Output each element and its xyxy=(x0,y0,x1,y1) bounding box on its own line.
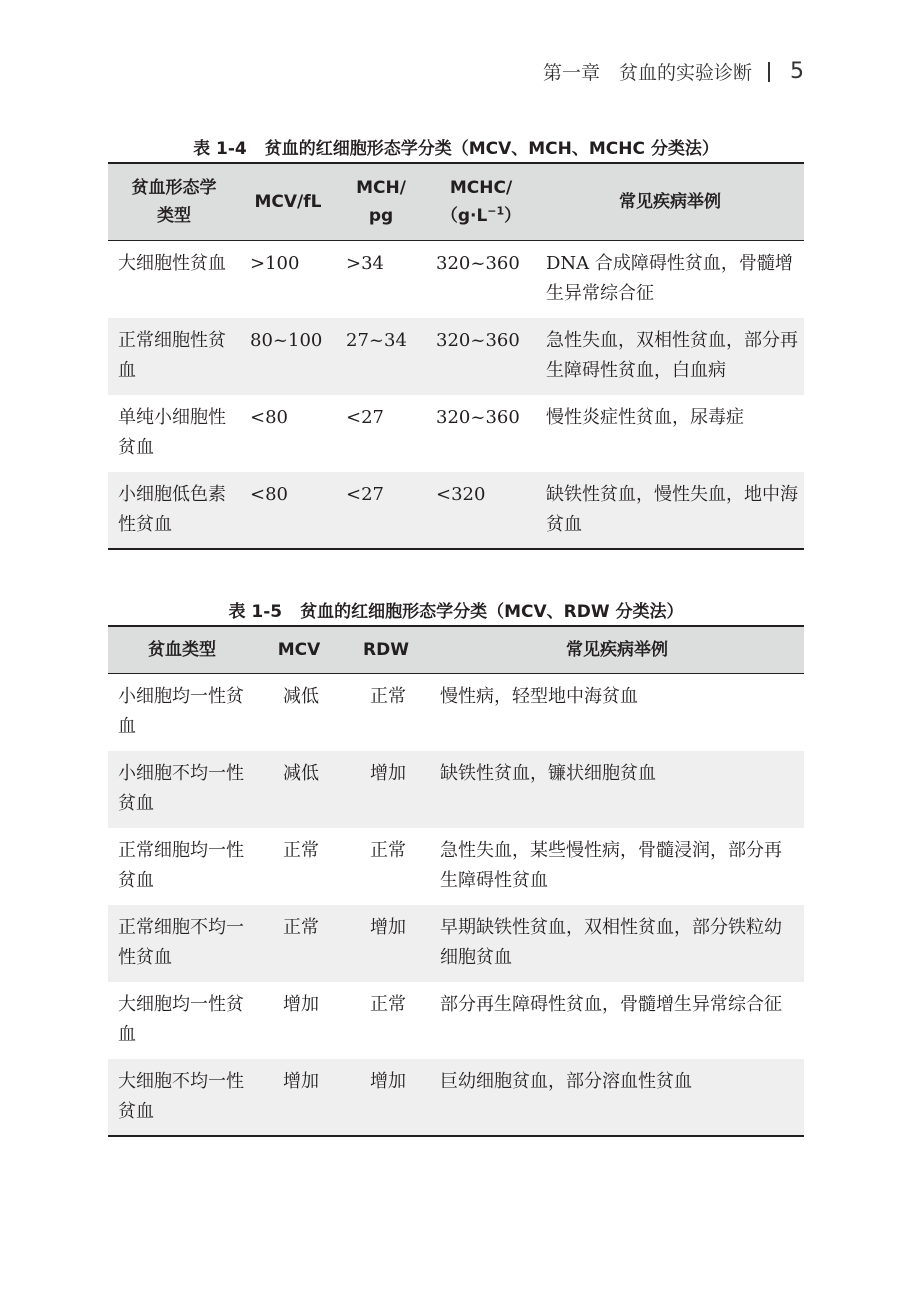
cell-mcv: 增加 xyxy=(256,1059,342,1136)
cell-type: 小细胞不均一性贫血 xyxy=(118,762,244,814)
cell-examples: 巨幼细胞贫血，部分溶血性贫血 xyxy=(430,1059,804,1136)
table-1-4-title: 贫血的红细胞形态学分类（MCV、MCH、MCHC 分类法） xyxy=(264,139,719,159)
cell-mcv: 正常 xyxy=(283,916,319,938)
table-1-4-number: 表 1-4 xyxy=(193,139,247,159)
table-1-5-title: 贫血的红细胞形态学分类（MCV、RDW 分类法） xyxy=(300,602,684,622)
cell-mch: <27 xyxy=(346,406,384,428)
cell-type: 正常细胞性贫血 xyxy=(118,329,226,381)
table-row xyxy=(108,472,804,549)
cell-rdw: 正常 xyxy=(370,839,406,861)
cell-examples: DNA 合成障碍性贫血，骨髓增生异常综合征 xyxy=(546,253,793,304)
col-header-type: 贫血类型 xyxy=(108,626,256,674)
cell-mcv: 正常 xyxy=(283,839,319,861)
cell-mcv: 增加 xyxy=(283,993,319,1015)
cell-mcv: <80 xyxy=(250,406,288,428)
col-header-examples: 常见疾病举例 xyxy=(536,163,804,241)
table-1-4-caption xyxy=(108,134,804,159)
cell-mcv: 80~100 xyxy=(250,329,323,351)
table-1-4-header-row xyxy=(108,163,804,241)
col-header-mcv: MCV/fL xyxy=(240,163,336,241)
cell-rdw: 增加 xyxy=(370,762,406,784)
cell-mchc: <320 xyxy=(426,472,536,549)
cell-type: 小细胞低色素性贫血 xyxy=(108,472,240,549)
cell-rdw: 增加 xyxy=(370,916,406,938)
cell-mchc: 320~360 xyxy=(436,253,520,274)
col-header-type: 贫血形态学 类型 xyxy=(108,163,240,241)
cell-examples: 急性失血，某些慢性病，骨髓浸润，部分再生障碍性贫血 xyxy=(440,839,782,891)
cell-type: 大细胞性贫血 xyxy=(118,253,226,274)
cell-examples: 慢性炎症性贫血，尿毒症 xyxy=(546,406,744,428)
cell-rdw: 正常 xyxy=(370,993,406,1015)
table-row xyxy=(108,751,804,828)
table-row xyxy=(108,982,804,1059)
cell-rdw: 增加 xyxy=(342,1059,430,1136)
table-1-5-header-row xyxy=(108,626,804,674)
cell-mchc: 320~360 xyxy=(436,329,520,351)
header-divider xyxy=(768,62,770,82)
col-header-mcv: MCV xyxy=(256,626,342,674)
cell-mcv: 减低 xyxy=(283,686,319,707)
cell-examples: 缺铁性贫血，镰状细胞贫血 xyxy=(440,762,656,784)
running-header xyxy=(543,58,804,85)
table-row xyxy=(108,241,804,318)
col-header-rdw: RDW xyxy=(342,626,430,674)
cell-type: 单纯小细胞性贫血 xyxy=(118,406,226,458)
cell-type: 正常细胞均一性贫血 xyxy=(118,839,244,891)
cell-examples: 急性失血，双相性贫血，部分再生障碍性贫血，白血病 xyxy=(546,329,798,381)
page-number: 5 xyxy=(790,59,804,84)
table-row xyxy=(108,905,804,982)
table-1-5 xyxy=(108,625,804,1137)
cell-mch: >34 xyxy=(346,253,384,274)
cell-mcv: <80 xyxy=(240,472,336,549)
cell-mcv: 减低 xyxy=(283,762,319,784)
cell-mcv: >100 xyxy=(250,253,300,274)
table-row xyxy=(108,1059,804,1136)
cell-type: 大细胞均一性贫血 xyxy=(118,993,244,1045)
cell-mchc: 320~360 xyxy=(436,406,520,428)
cell-examples: 缺铁性贫血，慢性失血，地中海贫血 xyxy=(536,472,804,549)
cell-mch: <27 xyxy=(336,472,426,549)
table-1-4 xyxy=(108,162,804,550)
table-row xyxy=(108,395,804,472)
cell-type: 小细胞均一性贫血 xyxy=(118,686,244,737)
col-header-examples: 常见疾病举例 xyxy=(430,626,804,674)
cell-type: 大细胞不均一性贫血 xyxy=(108,1059,256,1136)
cell-rdw: 正常 xyxy=(370,686,406,707)
cell-examples: 部分再生障碍性贫血，骨髓增生异常综合征 xyxy=(440,993,782,1015)
table-row xyxy=(108,318,804,395)
table-row xyxy=(108,674,804,751)
col-header-mch: MCH/ pg xyxy=(336,163,426,241)
cell-examples: 早期缺铁性贫血，双相性贫血，部分铁粒幼细胞贫血 xyxy=(440,916,782,968)
table-1-5-caption xyxy=(108,597,804,622)
table-row xyxy=(108,828,804,905)
cell-mch: 27~34 xyxy=(346,329,407,351)
cell-examples: 慢性病，轻型地中海贫血 xyxy=(440,686,638,707)
cell-type: 正常细胞不均一性贫血 xyxy=(118,916,244,968)
table-1-5-number: 表 1-5 xyxy=(228,602,283,622)
col-header-mchc: MCHC/ $(g\cdot L^{-1})$ xyxy=(426,163,536,241)
chapter-title: 第一章 贫血的实验诊断 xyxy=(542,62,752,84)
